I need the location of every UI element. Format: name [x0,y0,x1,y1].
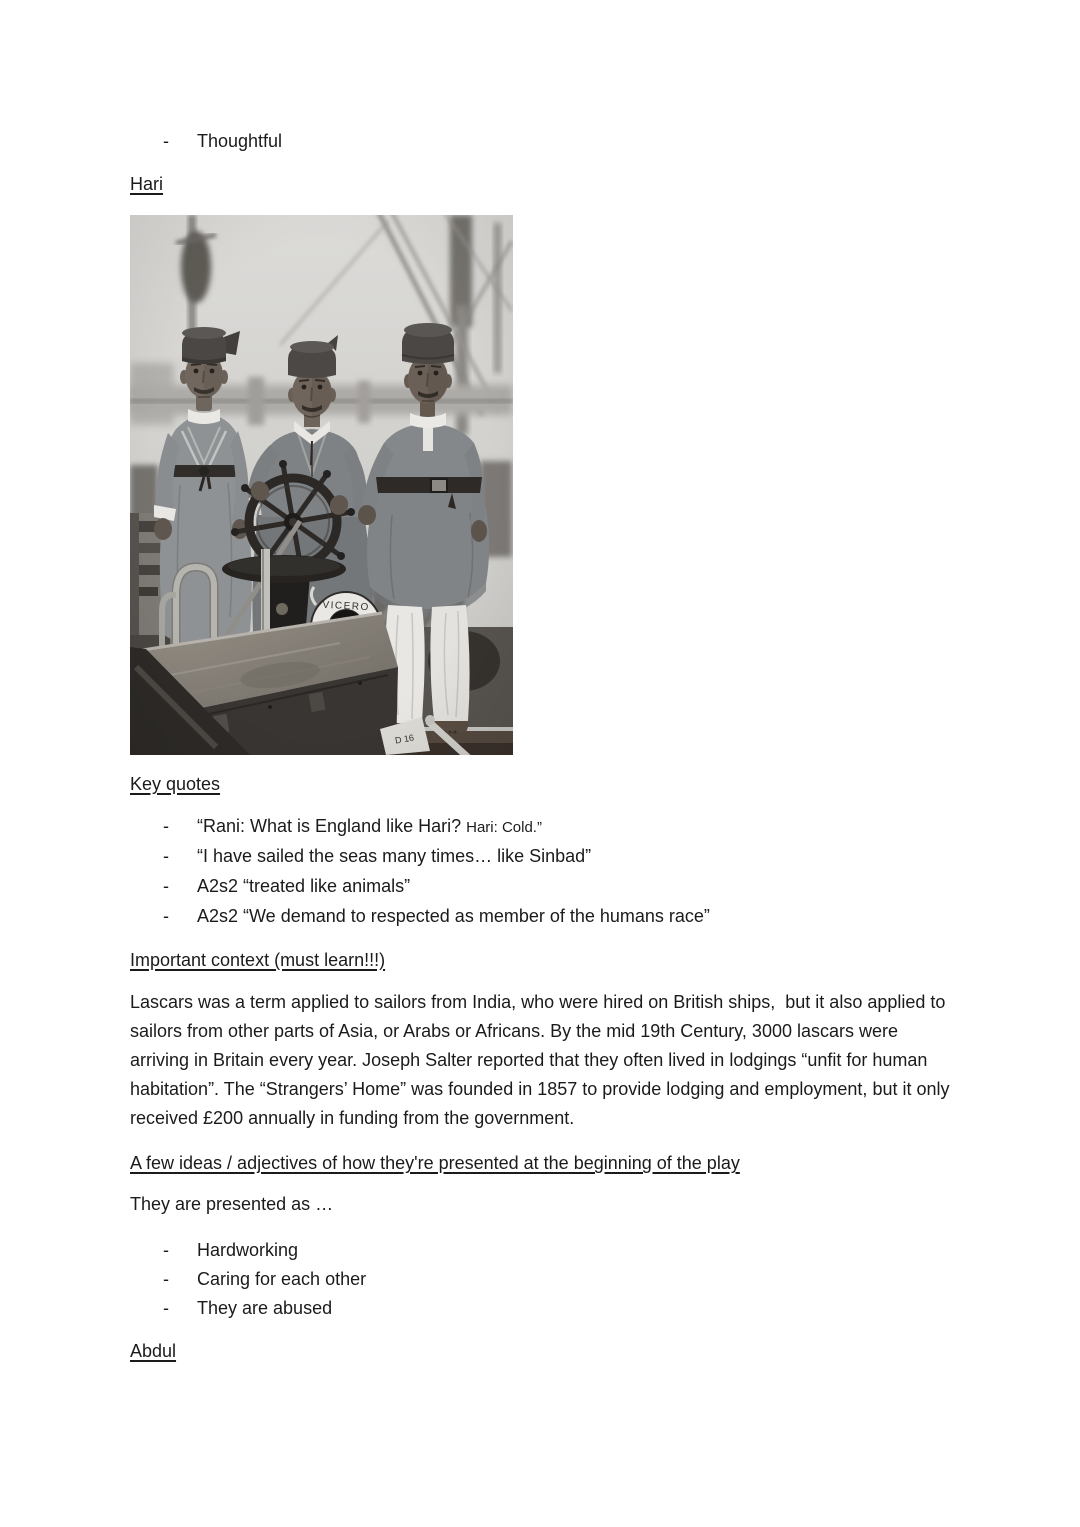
list-item [130,902,962,932]
lascars-photo-svg [130,215,513,755]
quote-note: Hari: Cold.” [466,819,542,836]
list-item [130,127,962,156]
photo-vignette [130,215,513,755]
lascars-photo [130,215,513,755]
ideas-heading: A few ideas / adjectives of how they're presented at the beginning of the play [130,1153,740,1173]
important-context-heading: Important context (must learn!!!) [130,950,386,970]
quote-text: “I have sailed the seas many times… like Sinbad” [197,846,592,866]
quote-text: A2s2 “We demand to respected as member of the humans race” [197,906,710,926]
document-content [130,0,962,1366]
presented-as-intro: They are presented as … [130,1194,334,1214]
key-quotes-heading: Key quotes [130,774,221,794]
list-item-text: They are abused [197,1298,333,1318]
quote-text: “Rani: What is England like Hari? [197,816,467,836]
list-item-text: Caring for each other [197,1269,367,1289]
ideas-list [130,1236,962,1323]
list-item [130,812,962,842]
hari-heading: Hari [130,174,164,194]
list-item-text: Thoughtful [197,131,283,151]
key-quotes-list [130,812,962,932]
list-item [130,872,962,902]
abdul-heading: Abdul [130,1341,177,1361]
quote-text: A2s2 “treated like animals” [197,876,411,896]
list-item [130,1265,962,1294]
list-item [130,1294,962,1323]
adjective-list-top [130,127,962,156]
list-item [130,842,962,872]
list-item-text: Hardworking [197,1240,299,1260]
list-item [130,1236,962,1265]
context-paragraph: Lascars was a term applied to sailors from India, who were hired on British ships, but it also applied to sailors from other parts of Asia, or Arabs or Africans. By the mid 19th Century, 3000 lascars were arriving in Britain every year. Joseph Salter reported that they often lived in lodgings “unfit for human habitation”. The “Strangers’ Home” was founded in 1857 to provide lodging and employment, but it only received £200 annually in funding from the government. [130,992,955,1128]
